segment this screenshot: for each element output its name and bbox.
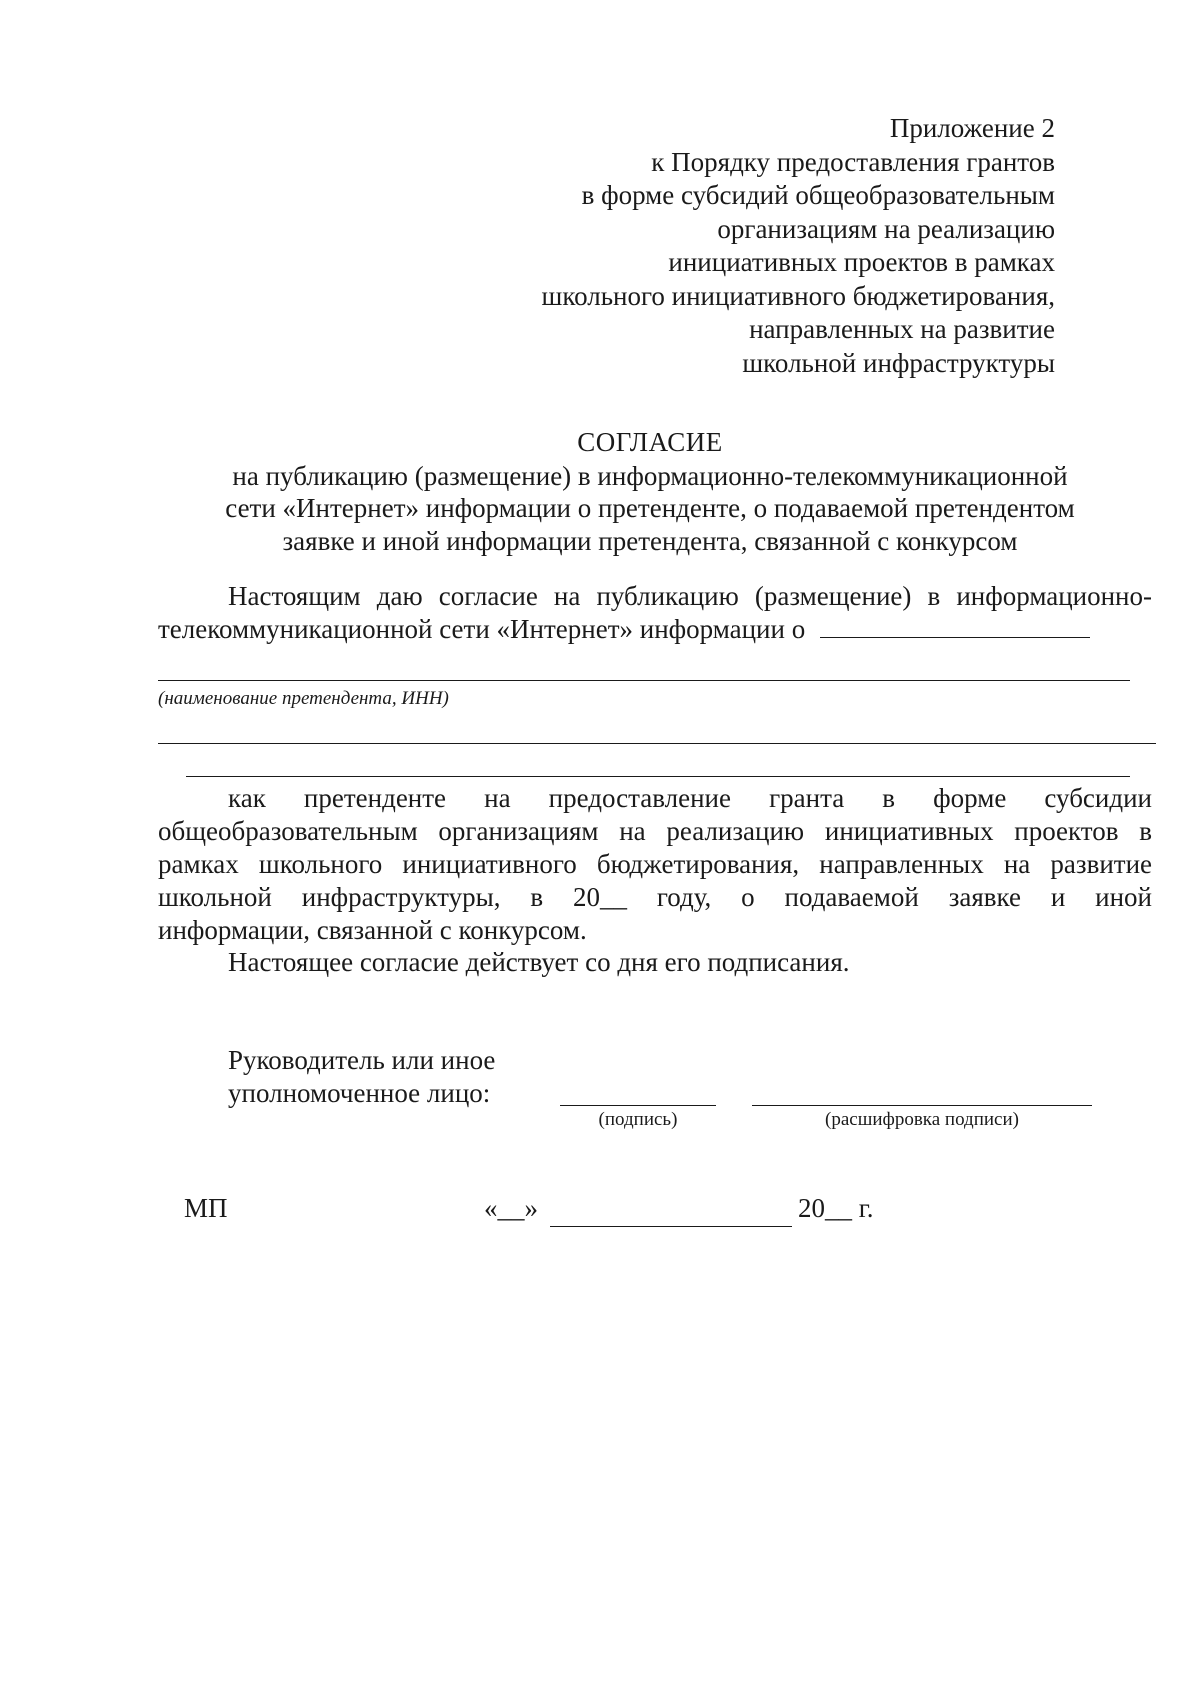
title-line: заявке и иной информации претендента, связанной с конкурсом — [282, 525, 1018, 556]
body-line: Настоящим даю согласие на публикацию (размещение) в информационно- — [228, 581, 1152, 611]
signature-line[interactable] — [560, 1105, 716, 1106]
body-line: как претенденте на предоставление гранта в форме субсидии — [228, 783, 1152, 813]
appendix-line: Приложение 2 — [889, 113, 1055, 143]
appendix-line: в форме субсидий общеобразовательным — [581, 180, 1055, 210]
appendix-line: инициативных проектов в рамках — [668, 247, 1055, 277]
signature-decoding-line[interactable] — [752, 1105, 1092, 1106]
appendix-header — [355, 112, 1055, 380]
appendix-line: к Порядку предоставления грантов — [651, 146, 1055, 177]
appendix-line: школьного инициативного бюджетирования, — [541, 280, 1055, 311]
stamp-label: МП — [184, 1193, 228, 1223]
applicant-name-field[interactable] — [820, 637, 1090, 638]
consent-paragraph — [158, 580, 1152, 646]
body-line-with-field — [158, 613, 1152, 646]
applicant-name-caption: (наименование претендента, ИНН) — [158, 688, 449, 709]
title-main: СОГЛАСИЕ — [577, 427, 723, 457]
signatory-title-line: Руководитель или иное — [228, 1045, 496, 1075]
body-line: рамках школьного инициативного бюджетирования, направленных на развитие — [158, 849, 1152, 879]
signature-decoding-caption: (расшифровка подписи) — [825, 1109, 1019, 1130]
signatory-title-line: уполномоченное лицо: — [228, 1078, 491, 1108]
date-day: «__» — [484, 1193, 538, 1223]
document-title — [150, 426, 1150, 557]
appendix-line: организациям на реализацию — [717, 213, 1055, 244]
title-line: на публикацию (размещение) в информационно-телекоммуникационной — [232, 460, 1068, 491]
body-line: телекоммуникационной сети «Интернет» информации о — [158, 614, 806, 644]
body-line: школьной инфраструктуры, в 20__ году, о подаваемой заявке и иной — [158, 882, 1152, 912]
body-line: информации, связанной с конкурсом. — [158, 915, 587, 945]
body-line: общеобразовательным организациям на реализацию инициативных проектов в — [158, 816, 1152, 846]
validity-paragraph: Настоящее согласие действует со дня его подписания. — [228, 947, 850, 977]
applicant-info-line[interactable] — [158, 743, 1156, 744]
title-line: сети «Интернет» информации о претенденте, о подаваемой претендентом — [225, 493, 1075, 523]
applicant-paragraph — [158, 782, 1152, 947]
signature-caption: (подпись) — [598, 1109, 678, 1130]
appendix-line: школьной инфраструктуры — [742, 347, 1055, 378]
date-year: 20__ г. — [798, 1193, 874, 1223]
signatory-title — [228, 1044, 495, 1110]
applicant-name-line[interactable] — [158, 680, 1130, 681]
applicant-info-line-2[interactable] — [186, 776, 1130, 777]
date-month-line[interactable] — [550, 1226, 792, 1227]
appendix-line: направленных на развитие — [749, 314, 1055, 344]
